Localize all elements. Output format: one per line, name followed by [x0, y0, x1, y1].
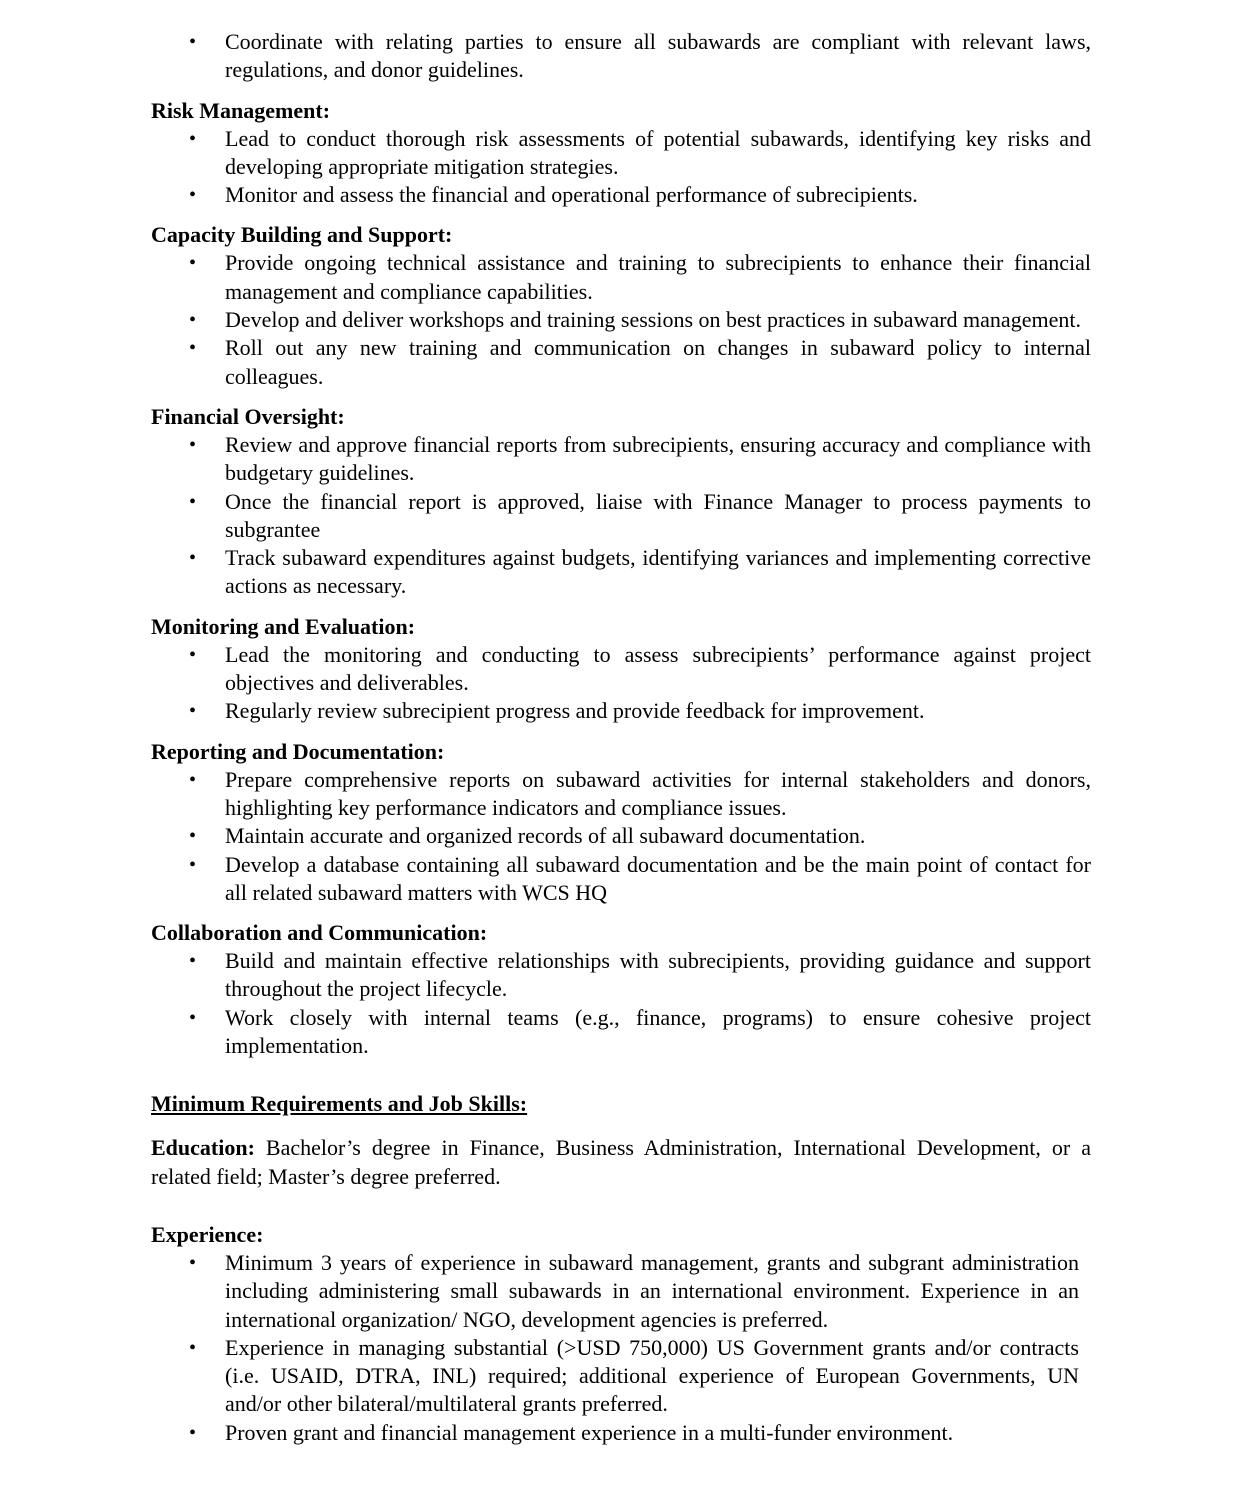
bullet-icon: •: [189, 1421, 197, 1444]
list-item: • Track subaward expenditures against budgets, identifying variances and implementing corrective actions as necessary.: [189, 545, 1091, 599]
section-heading-monitoring-evaluation: Monitoring and Evaluation:: [151, 613, 416, 639]
section-heading-financial-oversight: Financial Oversight:: [151, 403, 345, 429]
section-heading-collaboration-communication: Collaboration and Communication:: [151, 920, 488, 946]
list-item: • Provide ongoing technical assistance and training to subrecipients to enhance their financial management and compliance capabilities.: [189, 250, 1091, 304]
list-item: • Lead the monitoring and conducting to assess subrecipients’ performance against project objectives and deliverables.: [189, 641, 1091, 696]
section-list-financial-oversight: [151, 431, 1091, 601]
education-paragraph: [151, 1134, 1091, 1191]
list-item: • Develop and deliver workshops and training sessions on best practices in subaward management.: [151, 306, 1091, 334]
requirements-heading: Minimum Requirements and Job Skills:: [151, 1091, 528, 1117]
section-list-monitoring-evaluation: [151, 641, 1091, 726]
bullet-icon: •: [189, 825, 197, 848]
section-list-capacity-building: [151, 249, 1091, 390]
bullet-icon: •: [189, 252, 197, 275]
section-list-collaboration-communication: [151, 947, 1091, 1060]
bullet-icon: •: [189, 337, 197, 360]
bullet-icon: •: [189, 433, 197, 456]
section-list-risk-management: [151, 125, 1091, 210]
experience-heading: Experience:: [151, 1221, 264, 1247]
bullet-icon: •: [189, 950, 197, 973]
bullet-icon: •: [189, 1006, 197, 1029]
top-bullet-list: [151, 28, 1091, 85]
bullet-icon: •: [189, 31, 197, 53]
bullet-icon: •: [189, 1336, 197, 1359]
bullet-icon: •: [189, 853, 197, 876]
bullet-icon: •: [189, 700, 197, 723]
education-label: Education:: [151, 1135, 255, 1161]
list-item: • Review and approve financial reports from subrecipients, ensuring accuracy and compliance with budgetary guidelines.: [189, 431, 1091, 486]
list-item: • Monitor and assess the financial and operational performance of subrecipients.: [151, 181, 1091, 209]
list-item: • Coordinate with relating parties to ensure all subawards are compliant with relevant laws, regulations, and donor guidelines.: [189, 29, 1091, 83]
list-item: • Build and maintain effective relationships with subrecipients, providing guidance and support throughout the project lifecycle.: [189, 948, 1091, 1002]
section-heading-risk-management: Risk Management:: [151, 97, 331, 123]
list-item: • Work closely with internal teams (e.g., finance, programs) to ensure cohesive project implementation.: [189, 1004, 1091, 1059]
education-text: Bachelor’s degree in Finance, Business Administration, International Development, or a related field; Master’s degree preferred.: [151, 1135, 1091, 1189]
list-item: • Maintain accurate and organized records of all subaward documentation.: [151, 822, 1091, 850]
experience-list: [151, 1249, 1091, 1447]
list-item: • Prepare comprehensive reports on subaward activities for internal stakeholders and donors, highlighting key performance indicators and compliance issues.: [189, 766, 1091, 820]
document-page: [151, 28, 1091, 1447]
section-list-reporting-documentation: [151, 766, 1091, 907]
list-item: • Experience in managing substantial (>USD 750,000) US Government grants and/or contracts (i.e. USAID, DTRA, INL) required; additional experience of European Governments, UN and/or other bilateral/multilateral grants preferred.: [189, 1334, 1079, 1417]
bullet-icon: •: [189, 768, 197, 791]
section-heading-reporting-documentation: Reporting and Documentation:: [151, 738, 445, 764]
list-item: • Proven grant and financial management experience in a multi-funder environment.: [151, 1419, 1091, 1447]
bullet-icon: •: [189, 643, 197, 666]
list-item: • Once the financial report is approved, liaise with Finance Manager to process payments to subgrantee: [189, 488, 1091, 542]
bullet-icon: •: [189, 184, 197, 207]
bullet-icon: •: [189, 1251, 197, 1274]
list-item: • Roll out any new training and communication on changes in subaward policy to internal colleagues.: [189, 335, 1091, 389]
section-heading-capacity-building: Capacity Building and Support:: [151, 222, 453, 248]
bullet-icon: •: [189, 490, 197, 513]
bullet-icon: •: [189, 547, 197, 570]
list-item: • Regularly review subrecipient progress and provide feedback for improvement.: [151, 697, 1091, 725]
bullet-icon: •: [189, 309, 197, 332]
list-item: • Lead to conduct thorough risk assessments of potential subawards, identifying key risks and developing appropriate mitigation strategies.: [189, 125, 1091, 179]
list-item: • Minimum 3 years of experience in subaward management, grants and subgrant administration including administering small subawards in an international environment. Experience in an international organization/ NGO, development agencies is preferred.: [189, 1249, 1079, 1332]
bullet-icon: •: [189, 127, 197, 150]
list-item: • Develop a database containing all subaward documentation and be the main point of contact for all related subaward matters with WCS HQ: [189, 851, 1091, 905]
